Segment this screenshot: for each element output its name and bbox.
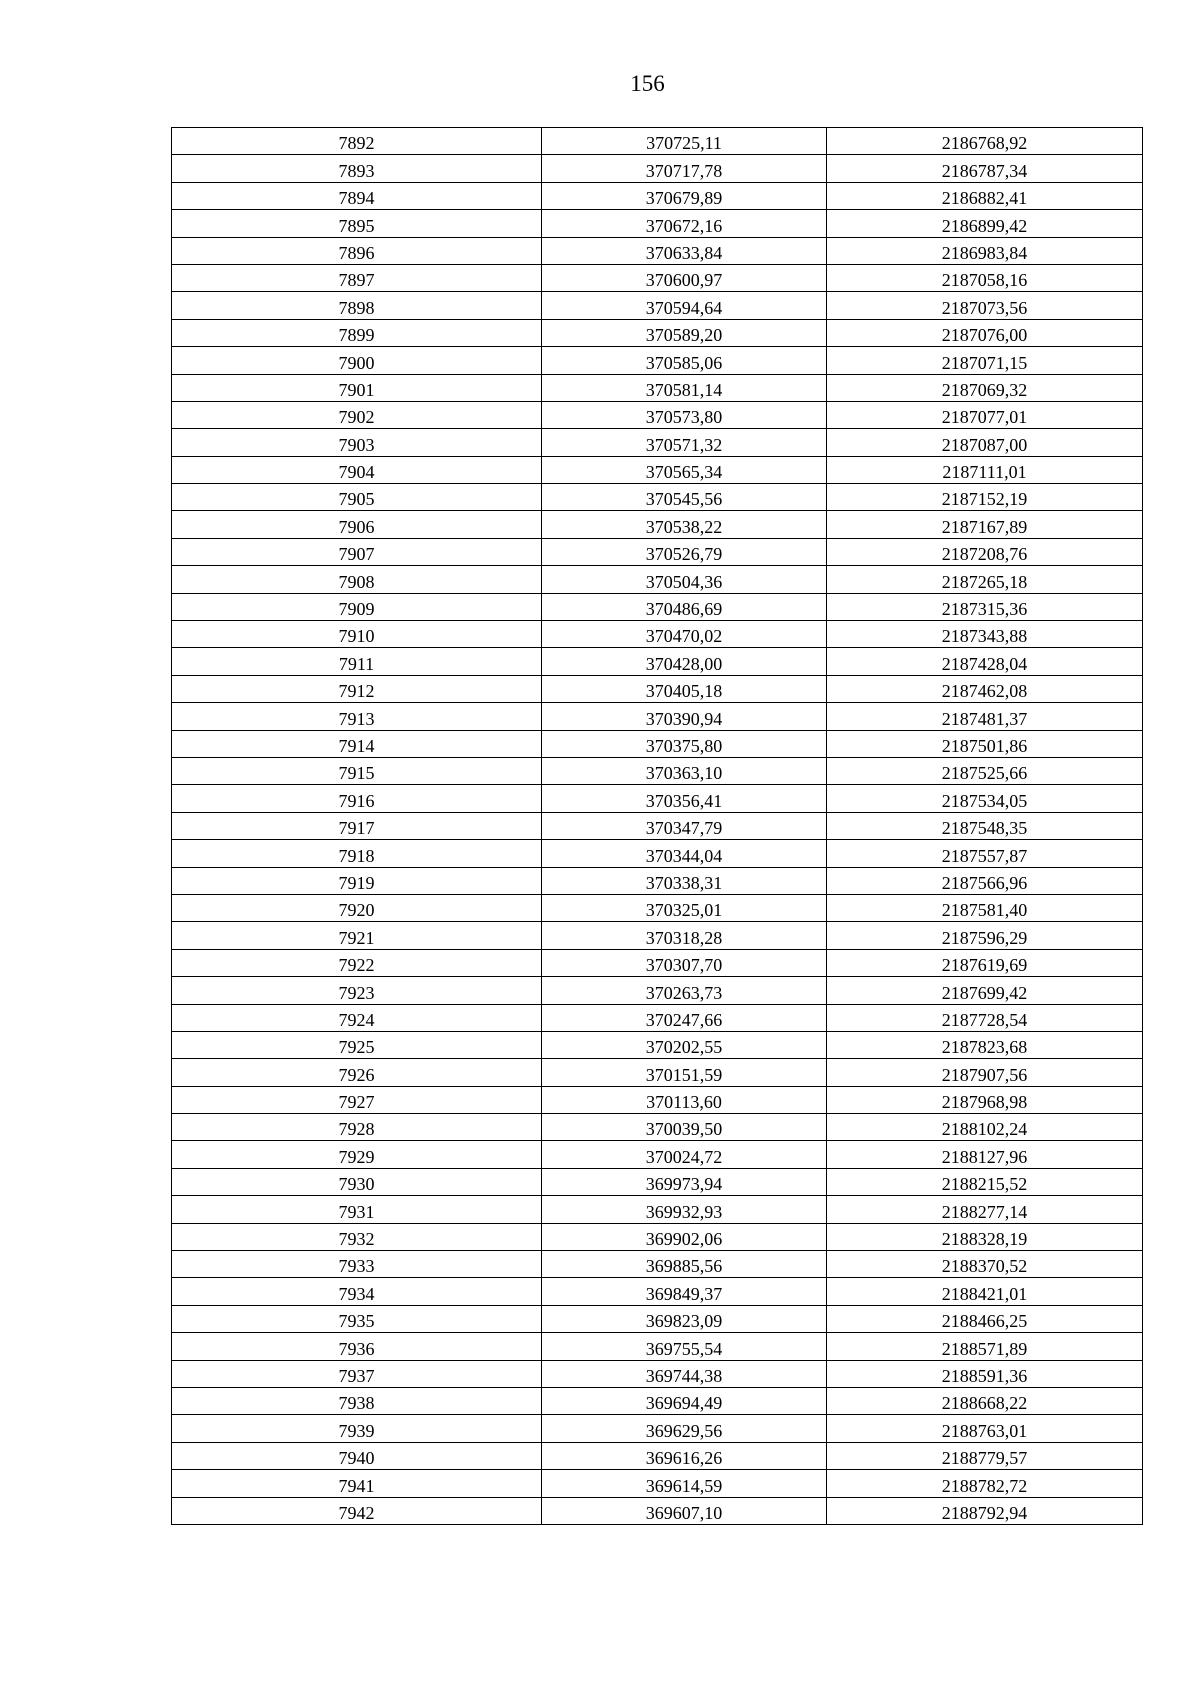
point-number-cell: 7929 [172,1141,542,1168]
point-number-cell: 7897 [172,264,542,291]
point-number-cell: 7940 [172,1442,542,1469]
table-row [172,1031,1143,1058]
point-number-cell: 7902 [172,401,542,428]
table-row [172,128,1143,155]
table-row [172,621,1143,648]
x-coordinate-cell: 369823,09 [542,1305,827,1332]
table-row [172,237,1143,264]
table-row [172,566,1143,593]
point-number-cell: 7939 [172,1415,542,1442]
table-row [172,538,1143,565]
point-number-cell: 7923 [172,977,542,1004]
x-coordinate-cell: 370347,79 [542,812,827,839]
point-number-cell: 7909 [172,593,542,620]
y-coordinate-cell: 2187073,56 [827,292,1143,319]
table-row [172,1086,1143,1113]
table-row [172,456,1143,483]
y-coordinate-cell: 2188127,96 [827,1141,1143,1168]
y-coordinate-cell: 2187501,86 [827,730,1143,757]
table-row [172,1415,1143,1442]
y-coordinate-cell: 2187076,00 [827,319,1143,346]
y-coordinate-cell: 2188277,14 [827,1196,1143,1223]
point-number-cell: 7938 [172,1387,542,1414]
table-row [172,840,1143,867]
x-coordinate-cell: 369885,56 [542,1251,827,1278]
y-coordinate-cell: 2188782,72 [827,1470,1143,1497]
point-number-cell: 7926 [172,1059,542,1086]
table-row [172,1278,1143,1305]
table-row [172,703,1143,730]
x-coordinate-cell: 370672,16 [542,210,827,237]
point-number-cell: 7900 [172,347,542,374]
table-row [172,949,1143,976]
point-number-cell: 7935 [172,1305,542,1332]
table-row [172,264,1143,291]
table-row [172,1251,1143,1278]
x-coordinate-cell: 370363,10 [542,757,827,784]
x-coordinate-cell: 370526,79 [542,538,827,565]
x-coordinate-cell: 370538,22 [542,511,827,538]
x-coordinate-cell: 369902,06 [542,1223,827,1250]
x-coordinate-cell: 369694,49 [542,1387,827,1414]
point-number-cell: 7924 [172,1004,542,1031]
table-row [172,1059,1143,1086]
point-number-cell: 7932 [172,1223,542,1250]
y-coordinate-cell: 2186983,84 [827,237,1143,264]
y-coordinate-cell: 2187823,68 [827,1031,1143,1058]
y-coordinate-cell: 2187077,01 [827,401,1143,428]
y-coordinate-cell: 2187087,00 [827,429,1143,456]
x-coordinate-cell: 370202,55 [542,1031,827,1058]
x-coordinate-cell: 369973,94 [542,1168,827,1195]
y-coordinate-cell: 2187071,15 [827,347,1143,374]
point-number-cell: 7936 [172,1333,542,1360]
y-coordinate-cell: 2186882,41 [827,182,1143,209]
y-coordinate-cell: 2187428,04 [827,648,1143,675]
y-coordinate-cell: 2188215,52 [827,1168,1143,1195]
point-number-cell: 7908 [172,566,542,593]
x-coordinate-cell: 369932,93 [542,1196,827,1223]
point-number-cell: 7915 [172,757,542,784]
point-number-cell: 7942 [172,1497,542,1524]
point-number-cell: 7914 [172,730,542,757]
y-coordinate-cell: 2187069,32 [827,374,1143,401]
y-coordinate-cell: 2188421,01 [827,1278,1143,1305]
x-coordinate-cell: 370405,18 [542,675,827,702]
point-number-cell: 7928 [172,1114,542,1141]
point-number-cell: 7911 [172,648,542,675]
point-number-cell: 7921 [172,922,542,949]
x-coordinate-cell: 369755,54 [542,1333,827,1360]
table-row [172,1333,1143,1360]
y-coordinate-cell: 2187058,16 [827,264,1143,291]
table-row [172,812,1143,839]
x-coordinate-cell: 369607,10 [542,1497,827,1524]
x-coordinate-cell: 369629,56 [542,1415,827,1442]
y-coordinate-cell: 2188792,94 [827,1497,1143,1524]
x-coordinate-cell: 370024,72 [542,1141,827,1168]
x-coordinate-cell: 370717,78 [542,155,827,182]
x-coordinate-cell: 370589,20 [542,319,827,346]
point-number-cell: 7903 [172,429,542,456]
point-number-cell: 7933 [172,1251,542,1278]
point-number-cell: 7895 [172,210,542,237]
table-row [172,1442,1143,1469]
point-number-cell: 7905 [172,484,542,511]
point-number-cell: 7893 [172,155,542,182]
x-coordinate-cell: 370263,73 [542,977,827,1004]
y-coordinate-cell: 2186899,42 [827,210,1143,237]
x-coordinate-cell: 370594,64 [542,292,827,319]
point-number-cell: 7919 [172,867,542,894]
y-coordinate-cell: 2187343,88 [827,621,1143,648]
table-row [172,1387,1143,1414]
x-coordinate-cell: 370039,50 [542,1114,827,1141]
table-row [172,1470,1143,1497]
y-coordinate-cell: 2188763,01 [827,1415,1143,1442]
x-coordinate-cell: 370390,94 [542,703,827,730]
y-coordinate-cell: 2188591,36 [827,1360,1143,1387]
y-coordinate-cell: 2187581,40 [827,894,1143,921]
table-row [172,977,1143,1004]
x-coordinate-cell: 370428,00 [542,648,827,675]
table-row [172,155,1143,182]
table-row [172,867,1143,894]
y-coordinate-cell: 2188668,22 [827,1387,1143,1414]
y-coordinate-cell: 2187566,96 [827,867,1143,894]
table-row [172,511,1143,538]
table-row [172,401,1143,428]
y-coordinate-cell: 2187968,98 [827,1086,1143,1113]
x-coordinate-cell: 369616,26 [542,1442,827,1469]
point-number-cell: 7916 [172,785,542,812]
point-number-cell: 7913 [172,703,542,730]
x-coordinate-cell: 370545,56 [542,484,827,511]
point-number-cell: 7901 [172,374,542,401]
point-number-cell: 7920 [172,894,542,921]
x-coordinate-cell: 369614,59 [542,1470,827,1497]
y-coordinate-cell: 2187548,35 [827,812,1143,839]
point-number-cell: 7904 [172,456,542,483]
x-coordinate-cell: 370679,89 [542,182,827,209]
table-row [172,374,1143,401]
x-coordinate-cell: 370307,70 [542,949,827,976]
point-number-cell: 7934 [172,1278,542,1305]
point-number-cell: 7910 [172,621,542,648]
y-coordinate-cell: 2187265,18 [827,566,1143,593]
y-coordinate-cell: 2188571,89 [827,1333,1143,1360]
table-row [172,1360,1143,1387]
y-coordinate-cell: 2187534,05 [827,785,1143,812]
x-coordinate-cell: 370581,14 [542,374,827,401]
point-number-cell: 7907 [172,538,542,565]
y-coordinate-cell: 2188328,19 [827,1223,1143,1250]
table-row [172,1223,1143,1250]
point-number-cell: 7894 [172,182,542,209]
x-coordinate-cell: 370585,06 [542,347,827,374]
x-coordinate-cell: 370725,11 [542,128,827,155]
y-coordinate-cell: 2187619,69 [827,949,1143,976]
y-coordinate-cell: 2188102,24 [827,1114,1143,1141]
x-coordinate-cell: 370504,36 [542,566,827,593]
y-coordinate-cell: 2187699,42 [827,977,1143,1004]
y-coordinate-cell: 2187525,66 [827,757,1143,784]
point-number-cell: 7930 [172,1168,542,1195]
table-row [172,210,1143,237]
point-number-cell: 7906 [172,511,542,538]
point-number-cell: 7899 [172,319,542,346]
point-number-cell: 7927 [172,1086,542,1113]
y-coordinate-cell: 2187315,36 [827,593,1143,620]
x-coordinate-cell: 370356,41 [542,785,827,812]
page-number: 156 [630,71,665,96]
y-coordinate-cell: 2187167,89 [827,511,1143,538]
y-coordinate-cell: 2187907,56 [827,1059,1143,1086]
point-number-cell: 7892 [172,128,542,155]
table-row [172,648,1143,675]
x-coordinate-cell: 370338,31 [542,867,827,894]
x-coordinate-cell: 370633,84 [542,237,827,264]
x-coordinate-cell: 370113,60 [542,1086,827,1113]
x-coordinate-cell: 370565,34 [542,456,827,483]
table-row [172,182,1143,209]
table-row [172,922,1143,949]
table-row [172,785,1143,812]
table-row [172,484,1143,511]
table-row [172,347,1143,374]
x-coordinate-cell: 370470,02 [542,621,827,648]
y-coordinate-cell: 2188779,57 [827,1442,1143,1469]
table-row [172,1141,1143,1168]
x-coordinate-cell: 370375,80 [542,730,827,757]
table-row [172,1004,1143,1031]
point-number-cell: 7931 [172,1196,542,1223]
y-coordinate-cell: 2187152,19 [827,484,1143,511]
x-coordinate-cell: 370571,32 [542,429,827,456]
table-row [172,757,1143,784]
point-number-cell: 7917 [172,812,542,839]
x-coordinate-cell: 370486,69 [542,593,827,620]
table-row [172,894,1143,921]
y-coordinate-cell: 2186768,92 [827,128,1143,155]
x-coordinate-cell: 370573,80 [542,401,827,428]
table-row [172,675,1143,702]
y-coordinate-cell: 2188466,25 [827,1305,1143,1332]
x-coordinate-cell: 370325,01 [542,894,827,921]
table-row [172,429,1143,456]
x-coordinate-cell: 369744,38 [542,1360,827,1387]
y-coordinate-cell: 2187111,01 [827,456,1143,483]
table-row [172,1196,1143,1223]
x-coordinate-cell: 370318,28 [542,922,827,949]
point-number-cell: 7896 [172,237,542,264]
y-coordinate-cell: 2187208,76 [827,538,1143,565]
y-coordinate-cell: 2187728,54 [827,1004,1143,1031]
point-number-cell: 7925 [172,1031,542,1058]
table-row [172,1305,1143,1332]
x-coordinate-cell: 370344,04 [542,840,827,867]
x-coordinate-cell: 370247,66 [542,1004,827,1031]
y-coordinate-cell: 2187481,37 [827,703,1143,730]
y-coordinate-cell: 2186787,34 [827,155,1143,182]
point-number-cell: 7898 [172,292,542,319]
x-coordinate-cell: 370151,59 [542,1059,827,1086]
point-number-cell: 7941 [172,1470,542,1497]
point-number-cell: 7937 [172,1360,542,1387]
table-row [172,319,1143,346]
point-number-cell: 7912 [172,675,542,702]
table-row [172,730,1143,757]
point-number-cell: 7922 [172,949,542,976]
y-coordinate-cell: 2187596,29 [827,922,1143,949]
y-coordinate-cell: 2188370,52 [827,1251,1143,1278]
point-number-cell: 7918 [172,840,542,867]
table-row [172,593,1143,620]
y-coordinate-cell: 2187557,87 [827,840,1143,867]
x-coordinate-cell: 369849,37 [542,1278,827,1305]
y-coordinate-cell: 2187462,08 [827,675,1143,702]
table-row [172,1114,1143,1141]
x-coordinate-cell: 370600,97 [542,264,827,291]
table-row [172,292,1143,319]
table-row [172,1168,1143,1195]
coordinates-table [171,127,1143,1525]
coordinates-table-body [172,128,1143,1525]
table-row [172,1497,1143,1524]
